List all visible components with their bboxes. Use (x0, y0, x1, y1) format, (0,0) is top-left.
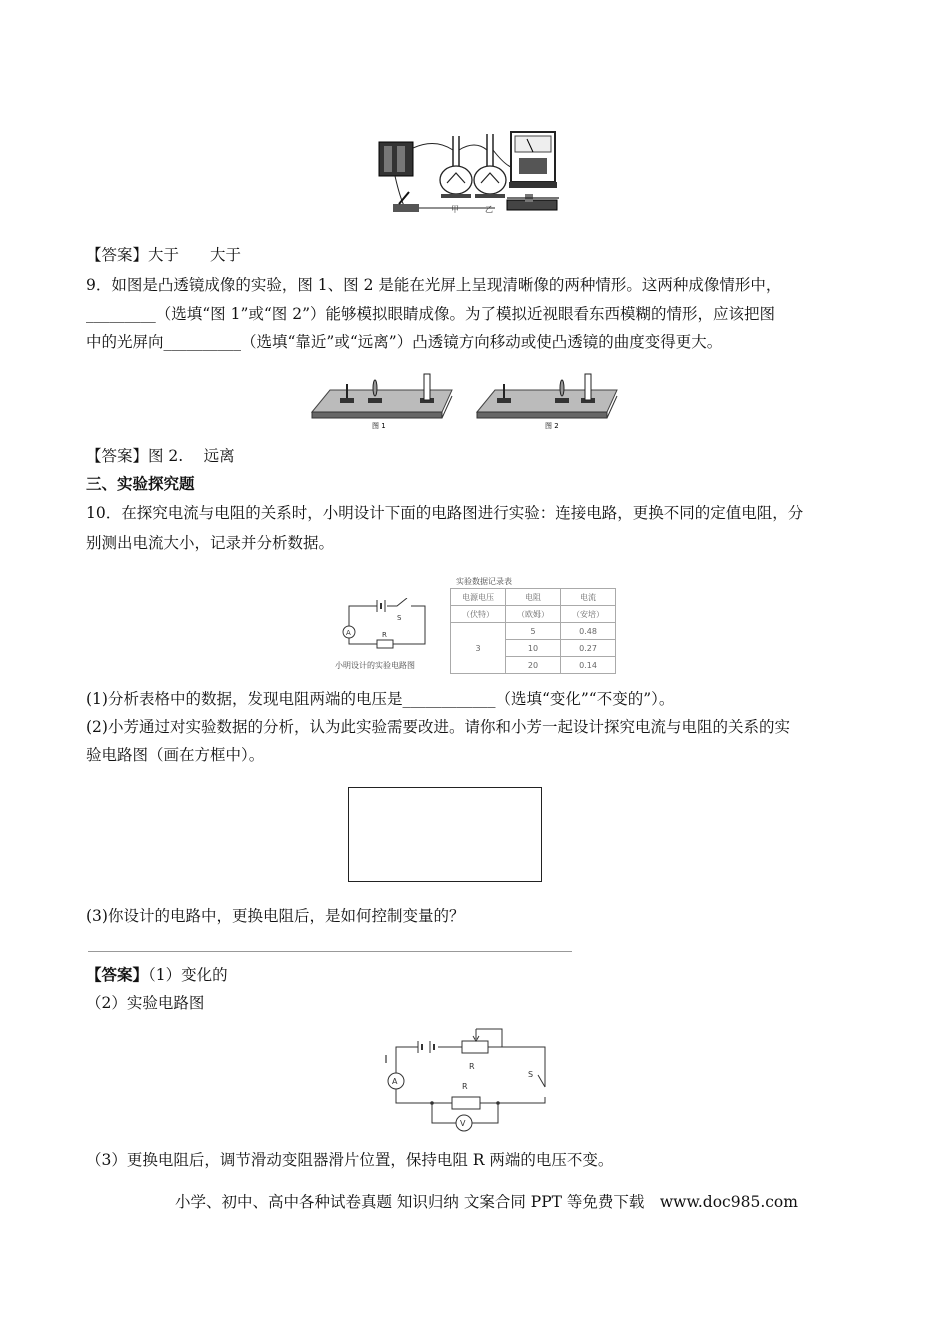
table-cell: 0.14 (561, 657, 616, 674)
question-10-sub1: (1)分析表格中的数据，发现电阻两端的电压是____________（选填“变化”“不变的”）。 (86, 690, 675, 708)
table-header-row (451, 589, 616, 606)
table-header-cell: 电源电压 (451, 589, 506, 606)
question-10-sub2-line2: 验电路图（画在方框中）。 (86, 746, 265, 764)
section-3-heading: 三、实验探究题 (86, 474, 195, 493)
table-header-cell: 电流 (561, 589, 616, 606)
question-10-line1: 10．在探究电流与电阻的关系时，小明设计下面的电路图进行实验：连接电路，更换不同的定值电阻，分 (86, 504, 804, 522)
table-cell-voltage: 3 (451, 623, 506, 674)
answer-line[interactable] (88, 951, 572, 952)
xiaoming-switch-label: S (397, 614, 402, 622)
xiaoming-resistor-label: R (382, 631, 387, 639)
answer-10-line1 (86, 965, 228, 985)
answer-resistor-label: R (462, 1082, 468, 1091)
table-cell: 0.27 (561, 640, 616, 657)
question-9-line3: 中的光屏向__________（选填“靠近”或“远离”）凸透镜方向移动或使凸透镜的曲度变得更大。 (86, 333, 723, 351)
answer-rheostat-label: R (469, 1062, 475, 1071)
table-header-cell: （伏特） (451, 606, 506, 623)
experiment-data-table (450, 588, 616, 674)
answer-switch-label: S (528, 1070, 534, 1079)
flask-label-jia: 甲 (451, 205, 459, 214)
question-9-line1: 9．如图是凸透镜成像的实验，图 1、图 2 是能在光屏上呈现清晰像的两种情形。这两种成像情形中， (86, 276, 782, 294)
lens-figure-2 (475, 372, 620, 430)
table-header-cell: 电阻 (506, 589, 561, 606)
table-cell: 0.48 (561, 623, 616, 640)
answer-9: 【答案】图 2. 远离 (86, 447, 235, 465)
lens-figure-1 (310, 372, 455, 430)
table-cell: 5 (506, 623, 561, 640)
lens-figure-2-label: 图 2 (545, 422, 559, 430)
answer-10-line2: （2）实验电路图 (86, 994, 205, 1012)
page-footer: 小学、初中、高中各种试卷真题 知识归纳 文案合同 PPT 等免费下载 www.doc985.com (175, 1193, 798, 1211)
answer-10-part1: （1）变化的 (148, 966, 228, 984)
xiaoming-circuit-diagram (335, 598, 440, 672)
answer-ammeter-label: A (392, 1077, 398, 1086)
answer-10-line3: （3）更换电阻后，调节滑动变阻器滑片位置，保持电阻 R 两端的电压不变。 (86, 1151, 614, 1169)
top-experiment-figure (375, 128, 565, 220)
xiaoming-circuit-caption: 小明设计的实验电路图 (335, 661, 415, 670)
answer-drawing-box[interactable] (348, 787, 542, 882)
answer-8: 【答案】大于 大于 (86, 246, 242, 264)
lens-figure-1-label: 图 1 (372, 422, 386, 430)
answer-circuit-diagram (380, 1025, 555, 1137)
question-9-line2: _________（选填“图 1”或“图 2”）能够模拟眼睛成像。为了模拟近视眼看东西模糊的情形，应该把图 (86, 305, 776, 323)
question-10-sub3: (3)你设计的电路中，更换电阻后，是如何控制变量的？ (86, 907, 465, 925)
question-10-line2: 别测出电流大小，记录并分析数据。 (86, 534, 335, 552)
answer-10-label: 【答案】 (86, 965, 149, 984)
answer-voltmeter-label: V (460, 1119, 466, 1128)
table-cell: 20 (506, 657, 561, 674)
table-cell: 10 (506, 640, 561, 657)
data-table-title: 实验数据记录表 (456, 577, 512, 586)
xiaoming-ammeter-label: A (346, 629, 351, 637)
table-row (451, 623, 616, 640)
table-header-cell: （欧姆） (506, 606, 561, 623)
question-10-sub2-line1: (2)小芳通过对实验数据的分析，认为此实验需要改进。请你和小芳一起设计探究电流与电阻的关系的实 (86, 718, 790, 736)
table-header-cell: （安培） (561, 606, 616, 623)
table-header-row (451, 606, 616, 623)
flask-label-yi: 乙 (485, 205, 493, 214)
